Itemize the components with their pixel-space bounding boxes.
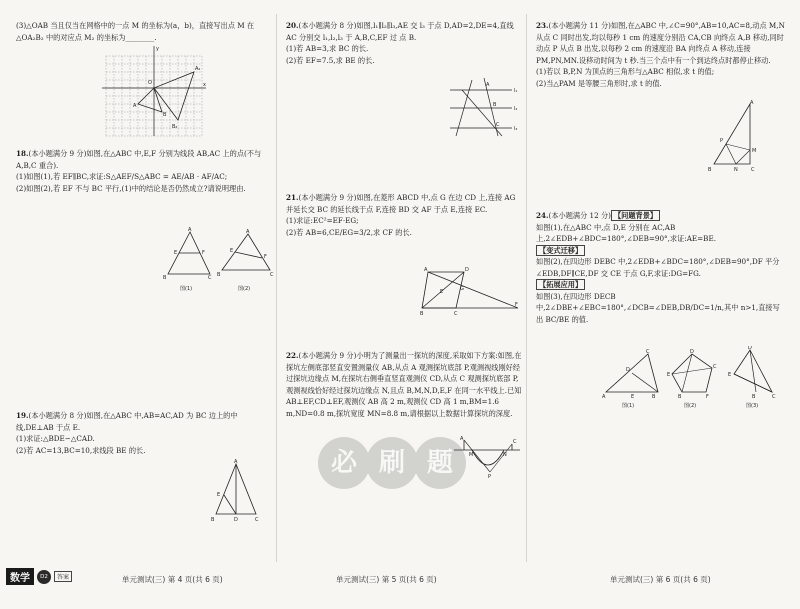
q18-fig2-caption: 图(2)	[238, 286, 251, 292]
q23-figure	[706, 100, 766, 174]
svg-text:B: B	[217, 272, 221, 278]
q19-part1: (1)求证:△BDE∽△CAD.	[16, 434, 95, 443]
svg-text:G: G	[460, 286, 464, 292]
svg-text:A: A	[133, 103, 137, 109]
page-number-4: 单元测试(三) 第 4 页(共 6 页)	[122, 575, 223, 584]
q21-part1: (1)求证:EC²=EF·EG;	[286, 216, 359, 225]
q24-fig2-caption: 图(2)	[684, 403, 697, 409]
q22	[286, 350, 522, 419]
svg-text:B: B	[163, 112, 167, 118]
q18-text: 如图,在△ABC 中,E,F 分别为线段 AB,AC 上的点(不与 A,B,C 重合).	[16, 149, 262, 170]
svg-text:B: B	[163, 275, 167, 281]
q24-number: 24.	[536, 211, 549, 220]
svg-text:M: M	[469, 452, 474, 458]
q23-meta: (本小题满分 11 分)	[548, 21, 611, 30]
q18-fig1-caption: 图(1)	[180, 286, 193, 292]
q17-part3	[16, 20, 274, 43]
q24-fig3-caption: 图(3)	[746, 403, 759, 409]
svg-text:B: B	[420, 311, 424, 316]
page-number-6: 单元测试(三) 第 6 页(共 6 页)	[610, 575, 711, 584]
answer-tag: 答案	[54, 571, 72, 582]
q18	[16, 148, 266, 194]
subject-brand	[6, 568, 72, 585]
svg-text:E: E	[174, 250, 178, 256]
svg-text:l₃: l₃	[514, 126, 518, 132]
q22-meta: (本小题满分 9 分)	[298, 351, 357, 360]
svg-text:F: F	[202, 250, 205, 256]
watermark-char: 必	[318, 437, 370, 489]
svg-text:B: B	[211, 517, 215, 523]
q18-part2: (2)如图(2),若 EF 不与 BC 平行,(1)中的结论是否仍然成立?请说明理由.	[16, 183, 246, 193]
q18-number: 18.	[16, 149, 29, 158]
svg-text:F: F	[264, 254, 267, 260]
watermark-char: 题	[414, 437, 466, 489]
q20-meta: (本小题满分 8 分)	[298, 21, 357, 30]
svg-text:D: D	[234, 517, 238, 523]
svg-text:C: C	[772, 394, 776, 400]
q19	[16, 410, 266, 456]
q24-section-transfer: 【变式迁移】	[536, 245, 585, 256]
q24-meta: (本小题满分 12 分)	[548, 211, 611, 220]
svg-text:C: C	[208, 275, 212, 281]
q24-figures	[596, 346, 782, 412]
q20-number: 20.	[286, 21, 299, 30]
brand-watermark	[318, 432, 468, 502]
q20	[286, 20, 522, 66]
svg-text:B: B	[678, 394, 682, 400]
column-divider	[526, 14, 527, 562]
svg-text:D: D	[465, 267, 469, 273]
q24-section-extension: 【拓展应用】	[536, 279, 585, 290]
page-number-5: 单元测试(三) 第 5 页(共 6 页)	[336, 575, 437, 584]
subject-label: 数学	[6, 568, 34, 585]
q19-text: 如图,在△ABC 中,AB=AC,AD 为 BC 边上的中线,DE⊥AB 于点 E.	[16, 411, 238, 432]
svg-text:C: C	[255, 517, 259, 523]
q18-part1: (1)如图(1),若 EF∥BC,求证:S△AEF/S△ABC = AE/AB · AF/AC;	[16, 172, 228, 181]
q23-part1: (1)若以 B,P,N 为顶点的三角形与△ABC 相似,求 t 的值;	[536, 67, 715, 76]
q18-meta: (本小题满分 9 分)	[28, 149, 87, 158]
svg-text:B: B	[752, 394, 756, 400]
svg-text:O: O	[148, 80, 152, 86]
svg-text:C: C	[513, 439, 517, 445]
svg-text:A: A	[234, 459, 238, 465]
svg-text:A: A	[486, 82, 490, 88]
q19-figure	[204, 458, 264, 524]
q19-part2: (2)若 AC=13,BC=10,求线段 BE 的长.	[16, 445, 146, 455]
svg-text:l₂: l₂	[514, 106, 518, 112]
q18-figures	[150, 226, 280, 296]
q22-text: 小明为了测量出一探坑的深度,采取如下方案:如图,在探坑左侧底部竖直安置测量仪 AB,从点 A 观测探坑底部 P,观测视线刚好经过探坑边缘点 M,在探坑右侧垂直竖直观测仪 CD,从点 C 观测探坑底部 P,观测视线恰好经过探坑边缘点 N,且点 B,M,N,D,E,F 在同一水平线上.已知 AB⊥EF,CD⊥EF,观测仪 AB 高 2 m,观测仪 CD 高 1 m,BM=1.6 m,ND=0.8 m,探坑宽度 MN=8.8 m,请根据以上数据计算探坑的深度.	[286, 351, 522, 418]
q23-text: 如图,在△ABC 中,∠C=90°,AB=10,AC=8,动点 M,N 从点 C 同时出发,均以每秒 1 cm 的速度分别沿 CA,CB 向终点 A,B 移动,同时动点 P 从点 B 出发,以每秒 2 cm 的速度沿 BA 向终点 A 移动,连接 PM,PN,MN.设移动时间为 t 秒.当三个点中有一个到达终点时都停止移动.	[536, 21, 785, 65]
svg-text:B: B	[708, 167, 712, 173]
svg-text:N: N	[734, 167, 738, 173]
svg-text:A: A	[602, 394, 606, 400]
q20-text: 如图,l₁∥l₂∥l₃,AE 交 l₃ 于点 D,AD=2,DE=4,直线 AC 分别交 l₁,l₂,l₃ 于 A,B,C,EF 过 点 B.	[286, 21, 514, 42]
q21-meta: (本小题满分 9 分)	[298, 193, 357, 202]
q19-number: 19.	[16, 411, 29, 420]
svg-text:x: x	[203, 82, 206, 88]
svg-text:A: A	[460, 436, 464, 442]
svg-text:B: B	[493, 102, 497, 108]
q21-figure	[420, 266, 520, 316]
svg-text:B: B	[652, 394, 656, 400]
q19-meta: (本小题满分 8 分)	[28, 411, 87, 420]
q20-part2: (2)若 EF=7.5,求 BE 的长.	[286, 55, 375, 65]
watermark-char: 刷	[366, 437, 418, 489]
svg-text:y: y	[156, 46, 159, 52]
svg-text:A: A	[188, 227, 192, 233]
svg-text:E: E	[217, 492, 221, 498]
svg-text:C: C	[454, 311, 458, 316]
svg-text:E: E	[728, 372, 732, 378]
svg-text:l₁: l₁	[514, 88, 518, 94]
svg-text:M: M	[752, 148, 757, 154]
q21-text: 如图,在菱形 ABCD 中,点 G 在边 CD 上,连接 AG 并延长交 BC 的延长线于点 F,连接 BD 交 AF 于点 E,连接 EC.	[286, 193, 516, 214]
svg-text:P: P	[720, 138, 724, 144]
q24-transfer-text: 如图(2),在四边形 DEBC 中,2∠EDB+∠BDC=180°,∠DEB=90°,DF 平分∠EDB,DF∥CE,DF 交 CE 于点 G,F,求证:DG=FG.	[536, 257, 780, 278]
svg-text:N: N	[503, 452, 507, 458]
svg-text:E: E	[230, 248, 234, 254]
q17-grid-figure	[100, 44, 208, 140]
svg-text:A: A	[424, 267, 428, 273]
svg-text:C: C	[751, 167, 755, 173]
svg-text:C: C	[270, 272, 274, 278]
q23	[536, 20, 786, 89]
q24	[536, 210, 786, 325]
q17-text: (3)△OAB 当且仅当在网格中的一点 M 的坐标为(a，b)，直接写出点 M 在△OA₂B₂ 中的对应点 M₂ 的坐标为________.	[16, 21, 255, 42]
svg-text:D: D	[626, 367, 630, 373]
svg-text:D: D	[690, 349, 694, 355]
q21-part2: (2)若 AB=6,CE/EG=3/2,求 CF 的长.	[286, 227, 412, 237]
svg-text:F: F	[515, 302, 518, 308]
svg-text:C: C	[496, 122, 500, 128]
q22-number: 22.	[286, 351, 299, 360]
svg-text:F: F	[706, 394, 709, 400]
svg-text:A₂: A₂	[195, 66, 201, 72]
q24-fig1-caption: 图(1)	[622, 403, 635, 409]
q21-number: 21.	[286, 193, 299, 202]
svg-text:D: D	[748, 346, 752, 351]
svg-text:E: E	[440, 289, 444, 295]
q20-part1: (1)若 AB=3,求 BC 的长.	[286, 44, 369, 53]
svg-text:C: C	[646, 349, 650, 355]
svg-text:P: P	[488, 474, 492, 480]
subject-badge: D2	[37, 570, 51, 584]
q23-part2: (2)当△PAM 是等腰三角形时,求 t 的值.	[536, 78, 662, 88]
q24-extension-text: 如图(3),在四边形 DECB 中,2∠DBE+∠EBC=180°,∠DCB=∠DEB,DB/DC=1/n,其中 n>1,直接写出 BC/BE 的值.	[536, 291, 780, 324]
svg-text:E: E	[667, 372, 671, 378]
q24-section-background: 【问题背景】	[611, 210, 660, 221]
q21	[286, 192, 522, 238]
svg-text:B₂: B₂	[172, 124, 178, 130]
svg-text:A: A	[750, 100, 754, 106]
svg-text:E: E	[631, 394, 635, 400]
svg-text:A: A	[246, 229, 250, 235]
q24-background-text: 如图(1),在△ABC 中,点 D,E 分别在 AC,AB 上,2∠EDB+∠BDC=180°,∠DEB=90°,求证:AE=BE.	[536, 222, 716, 243]
q23-number: 23.	[536, 21, 549, 30]
svg-text:C: C	[713, 364, 717, 370]
q20-figure	[448, 76, 522, 138]
